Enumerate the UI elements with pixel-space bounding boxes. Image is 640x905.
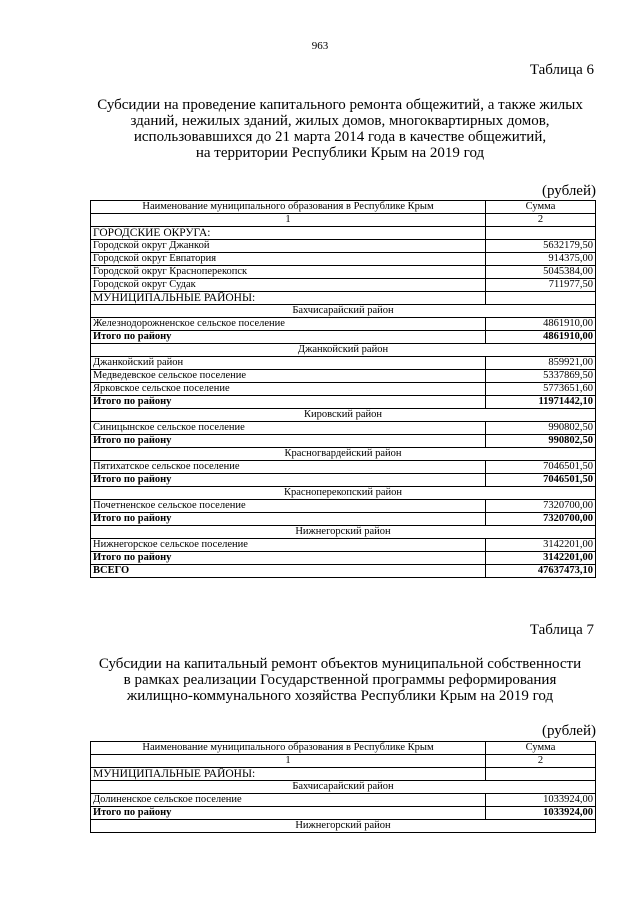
table-row [91,383,596,396]
row-name: Джанкойский район [91,357,486,370]
district-row [91,781,596,794]
section-row [91,227,596,240]
table6-heading-line: использовавшихся до 21 марта 2014 года в качестве общежитий, [133,129,547,145]
row-value: 1033924,00 [486,807,596,820]
table-row [91,500,596,513]
table7-heading [70,656,610,704]
row-value: 47637473,10 [486,565,596,578]
row-name: Городской округ Евпатория [91,253,486,266]
row-name: Нижнегорское сельское поселение [91,539,486,552]
district-name: Кировский район [91,409,596,422]
total-row [91,331,596,344]
table6-heading [70,97,610,161]
table6-heading-line: на территории Республики Крым на 2019 год [195,145,485,161]
row-name: МУНИЦИПАЛЬНЫЕ РАЙОНЫ: [91,292,486,305]
row-name: Долиненское сельское поселение [91,794,486,807]
row-name: Пятихатское сельское поселение [91,461,486,474]
table7-label: Таблица 7 [529,622,594,638]
table-header-row [91,742,596,755]
total-row [91,565,596,578]
row-value: 3142201,00 [486,539,596,552]
table6-heading-line: зданий, нежилых зданий, жилых домов, многоквартирных домов, [130,113,550,129]
table7-heading-line: жилищно-коммунального хозяйства Республики Крым на 2019 год [126,688,554,704]
col-header-name: Наименование муниципального образования в Республике Крым [91,201,486,214]
total-row [91,552,596,565]
table-row [91,422,596,435]
row-name: Городской округ Судак [91,279,486,292]
district-row [91,409,596,422]
total-row [91,513,596,526]
row-name: Медведевское сельское поселение [91,370,486,383]
table-colnum-row [91,755,596,768]
table-row [91,253,596,266]
col-number: 1 [91,214,486,227]
row-value: 711977,50 [486,279,596,292]
table6-label: Таблица 6 [529,62,594,78]
row-name: ВСЕГО [91,565,486,578]
row-name: Ярковское сельское поселение [91,383,486,396]
table7-unit: (рублей) [541,723,596,739]
district-row [91,448,596,461]
row-value: 11971442,10 [486,396,596,409]
table7-heading-line: в рамках реализации Государственной программы реформирования [123,672,557,688]
col-header-sum: Сумма [486,201,596,214]
row-value: 7046501,50 [486,474,596,487]
table6-unit: (рублей) [541,183,596,199]
row-value: 5337869,50 [486,370,596,383]
col-header-name: Наименование муниципального образования в Республике Крым [91,742,486,755]
row-name: Итого по району [91,396,486,409]
row-value: 990802,50 [486,435,596,448]
table-row [91,266,596,279]
col-number: 2 [486,755,596,768]
section-row [91,768,596,781]
district-name: Красногвардейский район [91,448,596,461]
total-row [91,474,596,487]
table-row [91,279,596,292]
table6-heading-line: Субсидии на проведение капитального ремонта общежитий, а также жилых [97,97,583,113]
district-row [91,526,596,539]
row-value: 5773651,60 [486,383,596,396]
row-value: 914375,00 [486,253,596,266]
row-value: 7320700,00 [486,500,596,513]
table-colnum-row [91,214,596,227]
row-value: 4861910,00 [486,331,596,344]
row-name: Синицынское сельское поселение [91,422,486,435]
district-row [91,344,596,357]
table-row [91,539,596,552]
district-row [91,820,596,833]
row-value: 7046501,50 [486,461,596,474]
table-row [91,357,596,370]
row-name: МУНИЦИПАЛЬНЫЕ РАЙОНЫ: [91,768,486,781]
district-name: Нижнегорский район [91,526,596,539]
row-name: Железнодорожненское сельское поселение [91,318,486,331]
district-name: Бахчисарайский район [91,305,596,318]
row-value: 5632179,50 [486,240,596,253]
row-name: Итого по району [91,331,486,344]
row-name: ГОРОДСКИЕ ОКРУГА: [91,227,486,240]
row-name: Городской округ Красноперекопск [91,266,486,279]
district-row [91,305,596,318]
row-name: Итого по району [91,474,486,487]
col-number: 2 [486,214,596,227]
row-value [486,768,596,781]
row-value [486,292,596,305]
section-row [91,292,596,305]
table-row [91,461,596,474]
table-row [91,794,596,807]
district-name: Нижнегорский район [91,820,596,833]
row-name: Итого по району [91,435,486,448]
row-value: 4861910,00 [486,318,596,331]
total-row [91,807,596,820]
table7-heading-line: Субсидии на капитальный ремонт объектов муниципальной собственности [98,656,582,672]
row-value: 5045384,00 [486,266,596,279]
table-row [91,240,596,253]
row-name: Итого по району [91,552,486,565]
table6 [90,200,596,578]
row-value: 859921,00 [486,357,596,370]
row-name: Итого по району [91,513,486,526]
col-header-sum: Сумма [486,742,596,755]
row-value: 7320700,00 [486,513,596,526]
district-name: Красноперекопский район [91,487,596,500]
district-name: Бахчисарайский район [91,781,596,794]
total-row [91,435,596,448]
row-value: 3142201,00 [486,552,596,565]
row-value: 1033924,00 [486,794,596,807]
district-name: Джанкойский район [91,344,596,357]
row-name: Итого по району [91,807,486,820]
row-name: Городской округ Джанкой [91,240,486,253]
row-value: 990802,50 [486,422,596,435]
table7 [90,741,596,833]
row-value [486,227,596,240]
page-number: 963 [311,40,329,52]
total-row [91,396,596,409]
district-row [91,487,596,500]
table-row [91,370,596,383]
table-row [91,318,596,331]
table-header-row [91,201,596,214]
row-name: Почетненское сельское поселение [91,500,486,513]
col-number: 1 [91,755,486,768]
